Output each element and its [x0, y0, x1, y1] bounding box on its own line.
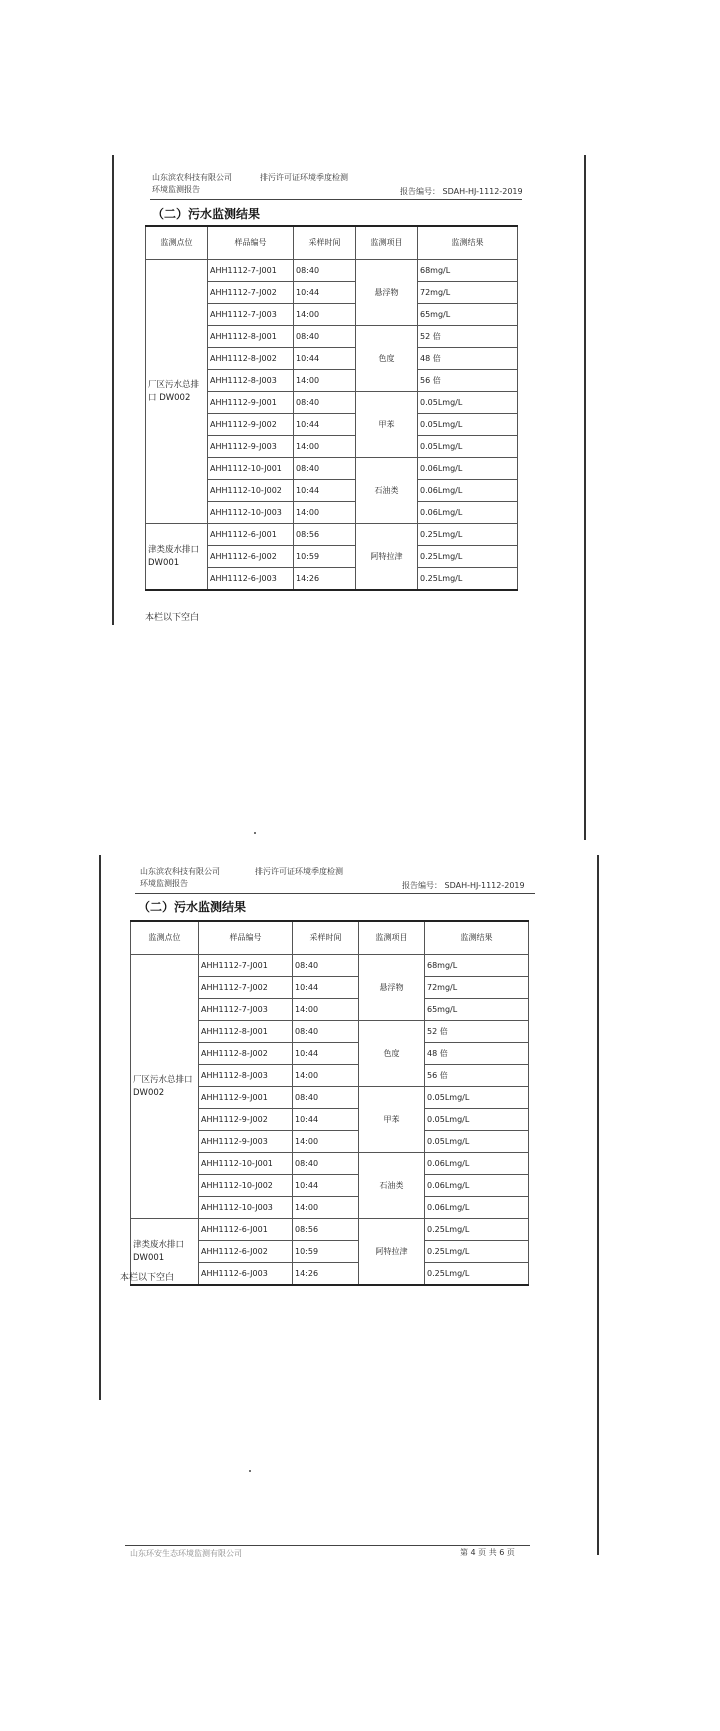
- sample-cell: AHH1112-6-J003: [199, 1263, 293, 1286]
- time-cell: 08:40: [294, 260, 356, 282]
- time-cell: 10:59: [294, 546, 356, 568]
- result-cell: 0.06Lmg/L: [418, 502, 518, 524]
- time-cell: 08:40: [293, 955, 359, 977]
- result-cell: 0.25Lmg/L: [418, 546, 518, 568]
- location-cell: 津类废水排口 DW001: [146, 524, 208, 591]
- sample-cell: AHH1112-7-J003: [208, 304, 294, 326]
- time-cell: 08:40: [294, 392, 356, 414]
- time-cell: 14:26: [293, 1263, 359, 1286]
- section-title: （二）污水监测结果: [138, 900, 247, 914]
- time-cell: 14:00: [294, 502, 356, 524]
- time-cell: 08:40: [294, 458, 356, 480]
- item-cell: 石油类: [359, 1153, 425, 1219]
- sample-cell: AHH1112-9-J003: [199, 1131, 293, 1153]
- col-item: 监测项目: [359, 921, 425, 955]
- time-cell: 08:40: [293, 1021, 359, 1043]
- col-item: 监测项目: [356, 226, 418, 260]
- result-cell: 0.05Lmg/L: [418, 392, 518, 414]
- time-cell: 08:56: [293, 1219, 359, 1241]
- sample-cell: AHH1112-7-J002: [199, 977, 293, 999]
- result-cell: 56 倍: [418, 370, 518, 392]
- sample-cell: AHH1112-10-J003: [199, 1197, 293, 1219]
- time-cell: 10:44: [293, 977, 359, 999]
- footer-rule: [125, 1545, 530, 1546]
- result-cell: 0.06Lmg/L: [425, 1175, 529, 1197]
- result-cell: 68mg/L: [418, 260, 518, 282]
- table-header-row: [131, 921, 529, 955]
- sample-cell: AHH1112-8-J001: [208, 326, 294, 348]
- result-cell: 0.06Lmg/L: [418, 480, 518, 502]
- time-cell: 14:26: [294, 568, 356, 591]
- table-row: [131, 955, 529, 977]
- sample-cell: AHH1112-6-J001: [199, 1219, 293, 1241]
- col-sample-id: 样品编号: [199, 921, 293, 955]
- result-cell: 0.25Lmg/L: [418, 524, 518, 546]
- location-cell: 厂区污水总排口 DW002: [131, 955, 199, 1219]
- result-cell: 72mg/L: [418, 282, 518, 304]
- result-cell: 72mg/L: [425, 977, 529, 999]
- report-page-1: [0, 0, 720, 850]
- item-cell: 甲苯: [356, 392, 418, 458]
- time-cell: 08:56: [294, 524, 356, 546]
- time-cell: 14:00: [293, 1131, 359, 1153]
- time-cell: 14:00: [293, 1197, 359, 1219]
- sample-cell: AHH1112-8-J002: [208, 348, 294, 370]
- time-cell: 10:44: [293, 1175, 359, 1197]
- sample-cell: AHH1112-9-J002: [208, 414, 294, 436]
- location-cell: 津类废水排口 DW001: [131, 1219, 199, 1286]
- sample-cell: AHH1112-10-J002: [199, 1175, 293, 1197]
- scan-edge-left: [112, 155, 114, 625]
- time-cell: 10:44: [294, 282, 356, 304]
- time-cell: 10:44: [294, 348, 356, 370]
- sample-cell: AHH1112-9-J001: [208, 392, 294, 414]
- wastewater-results-table: [145, 225, 518, 591]
- table-header-row: [146, 226, 518, 260]
- report-no: SDAH-HJ-1112-2019: [442, 187, 523, 196]
- table-row: [146, 524, 518, 546]
- sample-cell: AHH1112-6-J002: [208, 546, 294, 568]
- time-cell: 08:40: [293, 1153, 359, 1175]
- footer-page-number: 第 4 页 共 6 页: [460, 1548, 515, 1557]
- sample-cell: AHH1112-10-J001: [199, 1153, 293, 1175]
- item-cell: 色度: [356, 326, 418, 392]
- result-cell: 0.05Lmg/L: [425, 1087, 529, 1109]
- header-report-no: [402, 880, 525, 891]
- sample-cell: AHH1112-8-J003: [208, 370, 294, 392]
- sample-cell: AHH1112-7-J002: [208, 282, 294, 304]
- col-sample-time: 采样时间: [294, 226, 356, 260]
- time-cell: 10:44: [293, 1109, 359, 1131]
- header-rule: [135, 893, 535, 894]
- time-cell: 08:40: [294, 326, 356, 348]
- time-cell: 10:44: [294, 414, 356, 436]
- item-cell: 阿特拉津: [359, 1219, 425, 1286]
- item-cell: 悬浮物: [356, 260, 418, 326]
- time-cell: 14:00: [294, 436, 356, 458]
- report-no-label: 报告编号：: [402, 881, 442, 890]
- result-cell: 56 倍: [425, 1065, 529, 1087]
- result-cell: 52 倍: [425, 1021, 529, 1043]
- result-cell: 0.25Lmg/L: [425, 1263, 529, 1286]
- blank-note: 本栏以下空白: [120, 1273, 175, 1283]
- section-title: （二）污水监测结果: [152, 207, 261, 221]
- sample-cell: AHH1112-9-J001: [199, 1087, 293, 1109]
- time-cell: 10:59: [293, 1241, 359, 1263]
- result-cell: 0.05Lmg/L: [418, 414, 518, 436]
- result-cell: 0.25Lmg/L: [418, 568, 518, 591]
- item-cell: 悬浮物: [359, 955, 425, 1021]
- header-report-type: 环境监测报告: [152, 185, 200, 194]
- result-cell: 68mg/L: [425, 955, 529, 977]
- col-location: 监测点位: [131, 921, 199, 955]
- report-no: SDAH-HJ-1112-2019: [444, 881, 525, 890]
- sample-cell: AHH1112-6-J001: [208, 524, 294, 546]
- result-cell: 52 倍: [418, 326, 518, 348]
- result-cell: 0.25Lmg/L: [425, 1241, 529, 1263]
- time-cell: 10:44: [293, 1043, 359, 1065]
- sample-cell: AHH1112-8-J003: [199, 1065, 293, 1087]
- result-cell: 0.06Lmg/L: [418, 458, 518, 480]
- result-cell: 0.06Lmg/L: [425, 1153, 529, 1175]
- blank-note: 本栏以下空白: [145, 613, 200, 623]
- sample-cell: AHH1112-7-J001: [199, 955, 293, 977]
- table-row: [131, 1219, 529, 1241]
- col-location: 监测点位: [146, 226, 208, 260]
- report-page-2: [0, 850, 720, 1731]
- result-cell: 0.05Lmg/L: [425, 1109, 529, 1131]
- location-cell: 厂区污水总排口 DW002: [146, 260, 208, 524]
- footer-org: 山东环安生态环境监测有限公司: [130, 1549, 242, 1558]
- wastewater-results-table: [130, 920, 529, 1286]
- result-cell: 0.25Lmg/L: [425, 1219, 529, 1241]
- sample-cell: AHH1112-10-J003: [208, 502, 294, 524]
- scan-edge-right: [597, 855, 599, 1555]
- result-cell: 65mg/L: [418, 304, 518, 326]
- header-project: 排污许可证环境季度检测: [260, 173, 348, 182]
- sample-cell: AHH1112-7-J001: [208, 260, 294, 282]
- scan-speck: [254, 832, 256, 834]
- sample-cell: AHH1112-10-J002: [208, 480, 294, 502]
- item-cell: 石油类: [356, 458, 418, 524]
- time-cell: 08:40: [293, 1087, 359, 1109]
- header-project: 排污许可证环境季度检测: [255, 867, 343, 876]
- result-cell: 0.06Lmg/L: [425, 1197, 529, 1219]
- result-cell: 48 倍: [418, 348, 518, 370]
- col-sample-id: 样品编号: [208, 226, 294, 260]
- sample-cell: AHH1112-9-J003: [208, 436, 294, 458]
- result-cell: 65mg/L: [425, 999, 529, 1021]
- header-company: 山东滨农科技有限公司: [152, 173, 232, 182]
- report-no-label: 报告编号：: [400, 187, 440, 196]
- time-cell: 14:00: [294, 370, 356, 392]
- time-cell: 14:00: [293, 1065, 359, 1087]
- sample-cell: AHH1112-6-J002: [199, 1241, 293, 1263]
- sample-cell: AHH1112-6-J003: [208, 568, 294, 591]
- item-cell: 色度: [359, 1021, 425, 1087]
- col-result: 监测结果: [418, 226, 518, 260]
- col-sample-time: 采样时间: [293, 921, 359, 955]
- col-result: 监测结果: [425, 921, 529, 955]
- item-cell: 甲苯: [359, 1087, 425, 1153]
- header-report-type: 环境监测报告: [140, 879, 188, 888]
- result-cell: 48 倍: [425, 1043, 529, 1065]
- scan-edge-right: [584, 155, 586, 840]
- sample-cell: AHH1112-7-J003: [199, 999, 293, 1021]
- scan-edge-left: [99, 855, 101, 1400]
- time-cell: 14:00: [294, 304, 356, 326]
- header-company: 山东滨农科技有限公司: [140, 867, 220, 876]
- item-cell: 阿特拉津: [356, 524, 418, 591]
- time-cell: 14:00: [293, 999, 359, 1021]
- time-cell: 10:44: [294, 480, 356, 502]
- sample-cell: AHH1112-8-J002: [199, 1043, 293, 1065]
- result-cell: 0.05Lmg/L: [425, 1131, 529, 1153]
- sample-cell: AHH1112-8-J001: [199, 1021, 293, 1043]
- scan-speck: [249, 1470, 251, 1472]
- table-row: [146, 260, 518, 282]
- header-rule: [150, 199, 522, 200]
- header-report-no: [400, 186, 523, 197]
- sample-cell: AHH1112-9-J002: [199, 1109, 293, 1131]
- result-cell: 0.05Lmg/L: [418, 436, 518, 458]
- sample-cell: AHH1112-10-J001: [208, 458, 294, 480]
